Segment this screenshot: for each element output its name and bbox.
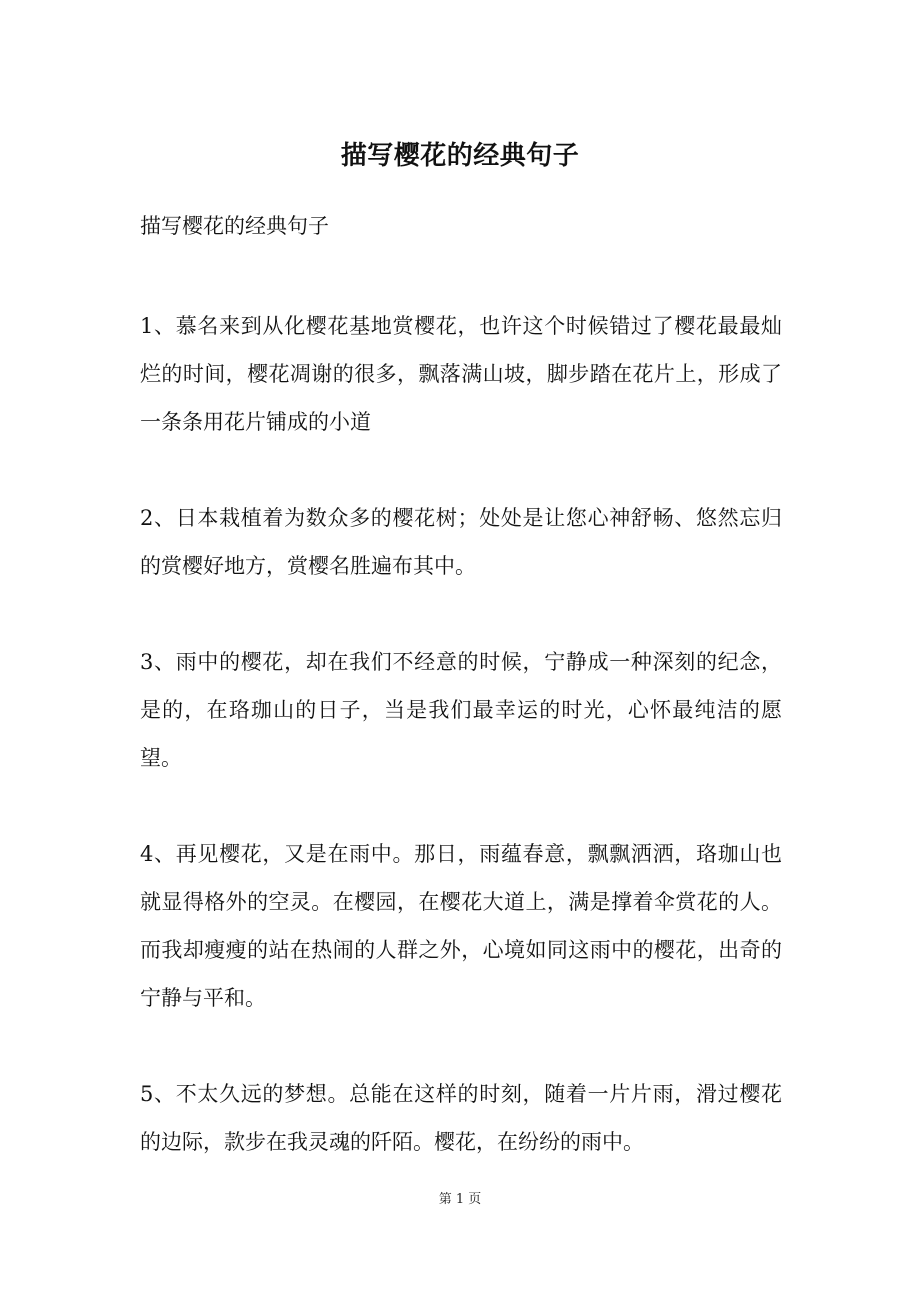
page-number: 第 1 页 — [438, 1192, 482, 1207]
paragraph-1: 1、慕名来到从化樱花基地赏樱花，也许这个时候错过了樱花最最灿烂的时间，樱花凋谢的很多，飘落满山坡，脚步踏在花片上，形成了一条条用花片铺成的小道 — [140, 314, 782, 434]
paragraph-spacer — [140, 590, 782, 638]
document-body — [140, 206, 782, 1166]
paragraph-3: 3、雨中的樱花，却在我们不经意的时候，宁静成一种深刻的纪念，是的，在珞珈山的日子，当是我们最幸运的时光，心怀最纯洁的愿望。 — [140, 650, 782, 770]
paragraph-4: 4、再见樱花，又是在雨中。那日，雨蕴春意，飘飘洒洒，珞珈山也就显得格外的空灵。在樱园，在樱花大道上，满是撑着伞赏花的人。而我却瘦瘦的站在热闹的人群之外，心境如同这雨中的樱花，出奇的宁静与平和。 — [140, 842, 782, 1010]
document-subtitle: 描写樱花的经典句子 — [140, 214, 329, 238]
paragraph-spacer — [140, 446, 782, 494]
paragraph-spacer — [140, 782, 782, 830]
paragraph-spacer — [140, 1022, 782, 1070]
document-title: 描写樱花的经典句子 — [340, 141, 580, 171]
paragraph-spacer — [140, 246, 782, 302]
paragraph-2: 2、日本栽植着为数众多的樱花树；处处是让您心神舒畅、悠然忘归的赏樱好地方，赏樱名胜遍布其中。 — [140, 506, 782, 578]
paragraph-5: 5、不太久远的梦想。总能在这样的时刻，随着一片片雨，滑过樱花的边际，款步在我灵魂的阡陌。樱花，在纷纷的雨中。 — [140, 1082, 782, 1154]
